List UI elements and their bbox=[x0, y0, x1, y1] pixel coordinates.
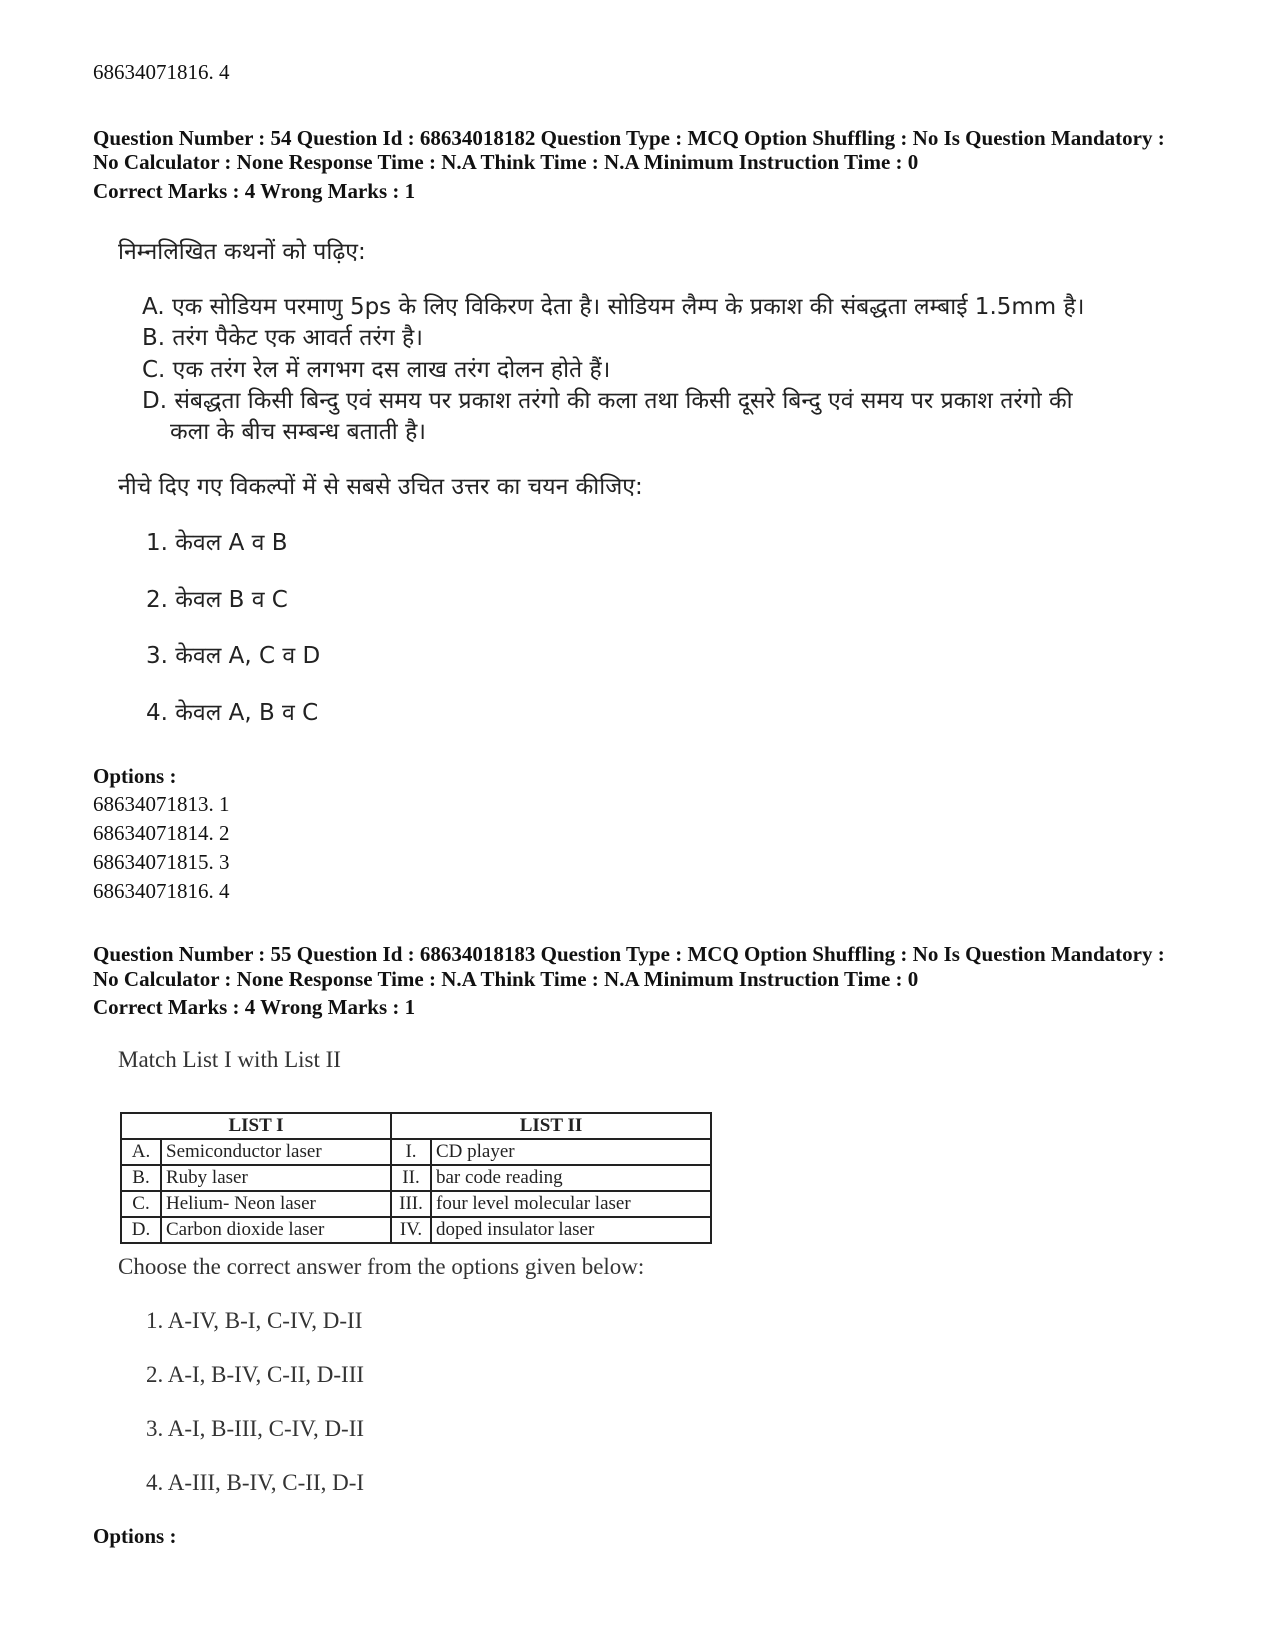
row-item: Semiconductor laser bbox=[161, 1139, 391, 1165]
list-i-header: LIST I bbox=[121, 1113, 391, 1139]
row-item2: doped insulator laser bbox=[431, 1217, 711, 1243]
row-roman: III. bbox=[391, 1191, 431, 1217]
q54-statement-a: A. एक सोडियम परमाणु 5ps के लिए विकिरण देता है। सोडियम लैम्प के प्रकाश की संबद्धता लम्बाई 1.5mm है। bbox=[142, 294, 1085, 320]
q54-statement-d: D. संबद्धता किसी बिन्दु एवं समय पर प्रकाश तरंगो की कला तथा किसी दूसरे बिन्दु एवं समय पर प्रकाश तरंगो की bbox=[142, 388, 1073, 414]
q55-choice-4: 4. A-III, B-IV, C-II, D-I bbox=[146, 1470, 365, 1495]
q55-header-line1: Question Number : 55 Question Id : 68634018183 Question Type : MCQ Option Shuffling : No Is Question Mandatory : bbox=[93, 942, 1165, 966]
row-key: D. bbox=[121, 1217, 161, 1243]
row-item: Helium- Neon laser bbox=[161, 1191, 391, 1217]
q54-instruction: नीचे दिए गए विकल्पों में से सबसे उचित उत्तर का चयन कीजिए: bbox=[118, 474, 643, 500]
row-roman: IV. bbox=[391, 1217, 431, 1243]
row-item2: four level molecular laser bbox=[431, 1191, 711, 1217]
q54-intro: निम्नलिखित कथनों को पढ़िए: bbox=[118, 239, 366, 265]
match-table-header bbox=[121, 1113, 711, 1139]
q54-marks: Correct Marks : 4 Wrong Marks : 1 bbox=[93, 179, 416, 203]
q54-header-line2: No Calculator : None Response Time : N.A Think Time : N.A Minimum Instruction Time : 0 bbox=[93, 150, 919, 174]
row-key: B. bbox=[121, 1165, 161, 1191]
row-key: A. bbox=[121, 1139, 161, 1165]
q54-statement-c: C. एक तरंग रेल में लगभग दस लाख तरंग दोलन होते हैं। bbox=[142, 357, 611, 383]
q54-option-2: 68634071814. 2 bbox=[93, 821, 230, 845]
row-item: Carbon dioxide laser bbox=[161, 1217, 391, 1243]
table-row bbox=[121, 1139, 711, 1165]
row-item2: CD player bbox=[431, 1139, 711, 1165]
q54-choice-2: 2. केवल B व C bbox=[146, 587, 288, 613]
match-table bbox=[120, 1112, 712, 1244]
q54-header-line1: Question Number : 54 Question Id : 68634018182 Question Type : MCQ Option Shuffling : No Is Question Mandatory : bbox=[93, 126, 1165, 150]
q55-options-label: Options : bbox=[93, 1524, 177, 1548]
row-roman: I. bbox=[391, 1139, 431, 1165]
q54-option-4: 68634071816. 4 bbox=[93, 879, 230, 903]
q54-statement-b: B. तरंग पैकेट एक आवर्त तरंग है। bbox=[142, 325, 423, 351]
q54-choice-1: 1. केवल A व B bbox=[146, 530, 288, 556]
q55-intro: Match List I with List II bbox=[118, 1047, 341, 1072]
q55-instruction: Choose the correct answer from the options given below: bbox=[118, 1254, 645, 1279]
q54-choice-3: 3. केवल A, C व D bbox=[146, 643, 321, 669]
q55-marks: Correct Marks : 4 Wrong Marks : 1 bbox=[93, 995, 416, 1019]
q55-choice-2: 2. A-I, B-IV, C-II, D-III bbox=[146, 1362, 365, 1387]
table-row bbox=[121, 1165, 711, 1191]
row-item2: bar code reading bbox=[431, 1165, 711, 1191]
q55-choice-3: 3. A-I, B-III, C-IV, D-II bbox=[146, 1416, 365, 1441]
q54-options-label: Options : bbox=[93, 764, 177, 788]
list-ii-header: LIST II bbox=[391, 1113, 711, 1139]
row-item: Ruby laser bbox=[161, 1165, 391, 1191]
row-key: C. bbox=[121, 1191, 161, 1217]
q54-option-3: 68634071815. 3 bbox=[93, 850, 230, 874]
row-roman: II. bbox=[391, 1165, 431, 1191]
table-row bbox=[121, 1217, 711, 1243]
q54-choice-4: 4. केवल A, B व C bbox=[146, 700, 319, 726]
previous-option-line: 68634071816. 4 bbox=[93, 60, 230, 84]
q54-option-1: 68634071813. 1 bbox=[93, 792, 230, 816]
q54-statement-d-cont: कला के बीच सम्बन्ध बताती है। bbox=[170, 419, 426, 445]
table-row bbox=[121, 1191, 711, 1217]
q55-header-line2: No Calculator : None Response Time : N.A Think Time : N.A Minimum Instruction Time : 0 bbox=[93, 967, 919, 991]
q55-choice-1: 1. A-IV, B-I, C-IV, D-II bbox=[146, 1308, 363, 1333]
